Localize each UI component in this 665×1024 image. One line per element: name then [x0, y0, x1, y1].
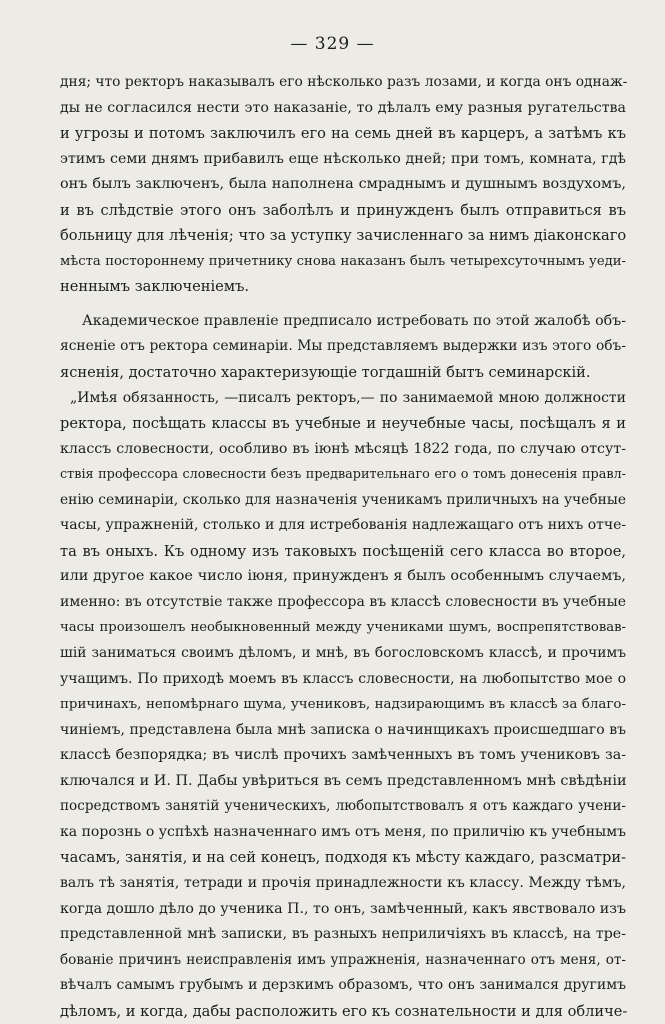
- text-line: представленной мнѣ записки, въ разныхъ неприличіяхъ въ классѣ, на тре-: [60, 926, 626, 943]
- text-line: ка порознь о успѣхѣ назначеннаго имъ отъ меня, по приличію къ учебнымъ: [60, 823, 626, 840]
- text-line: енію семинаріи, сколько для назначенія ученикамъ приличныхъ на учебные: [60, 491, 626, 508]
- text-line: часы произошелъ необыкновенный между учениками шумъ, воспрепятствовав-: [60, 620, 626, 636]
- text-line: та въ оныхъ. Къ одному изъ таковыхъ посѣщеній сего класса во второе,: [60, 542, 626, 560]
- text-line: классѣ безпорядка; въ числѣ прочихъ замѣченныхъ въ томъ учениковъ за-: [60, 747, 626, 764]
- text-line: ствія профессора словесности безъ предварительнаго его о томъ донесенія правл-: [60, 467, 626, 483]
- text-line: и угрозы и потомъ заключилъ его на семь дней въ карцеръ, а затѣмъ къ: [60, 125, 626, 143]
- text-line: мѣста постороннему причетнику снова наказанъ былъ четырехсуточнымъ уеди-: [60, 253, 626, 269]
- text-line: шій заниматься своимъ дѣломъ, и мнѣ, въ богословскомъ классѣ, и прочимъ: [60, 645, 626, 662]
- body-text: [60, 70, 626, 1024]
- text-line: дѣломъ, и когда, дабы расположить его къ сознательности и для обличе-: [60, 1002, 628, 1020]
- text-line: ды не согласился нести это наказаніе, то дѣлалъ ему разныя ругательства: [60, 99, 626, 116]
- text-line: ясненія, достаточно характеризующіе тогдашній бытъ семинарскій.: [60, 364, 591, 382]
- text-line: Академическое правленіе предписало истребовать по этой жалобѣ объ-: [82, 312, 626, 329]
- text-line: часы, упражненій, столько и для истребованія надлежащаго отъ нихъ отче-: [60, 517, 627, 534]
- page-number: — 329 —: [290, 34, 375, 54]
- paragraph-rector-quote: [60, 386, 626, 1024]
- text-line: больницу для лѣченія; что за уступку зачисленнаго за нимъ діаконскаго: [60, 227, 627, 245]
- text-line: неннымъ заключеніемъ.: [60, 278, 250, 296]
- text-line: бованіе причинъ неисправленія имъ упражненія, назначеннаго отъ меня, от-: [60, 951, 626, 968]
- text-line: чиніемъ, представлена была мнѣ записка о начинщикахъ происшедшаго въ: [60, 721, 626, 738]
- text-line: классъ словесности, особливо въ іюнѣ мѣсяцѣ 1822 года, по случаю отсут-: [60, 440, 626, 457]
- text-line: ключался и И. П. Дабы увѣриться въ семъ представленномъ мнѣ свѣдѣніи: [60, 772, 627, 789]
- text-line: онъ былъ заключенъ, была наполнена смраднымъ и душнымъ воздухомъ,: [60, 176, 626, 193]
- text-line: или другое какое число іюня, принужденъ я былъ особеннымъ случаемъ,: [60, 568, 626, 585]
- text-line: и въ слѣдствіе этого онъ заболѣлъ и принужденъ былъ отправиться въ: [60, 201, 626, 219]
- text-line: причинахъ, непомѣрнаго шума, учениковъ, надзирающимъ въ классѣ за благо-: [60, 697, 626, 713]
- text-line: дня; что ректоръ наказывалъ его нѣсколько разъ лозами, и когда онъ однаж-: [60, 74, 628, 90]
- text-line: часамъ, занятія, и на сей конецъ, подходя къ мѣсту каждаго, разсматри-: [60, 849, 626, 867]
- text-line: валъ тѣ занятія, тетради и прочія принадлежности къ классу. Между тѣмъ,: [60, 874, 626, 891]
- text-line: именно: въ отсутствіе также профессора въ классѣ словесности въ учебные: [60, 593, 626, 610]
- paragraph-complaint-end: [60, 70, 626, 300]
- text-line: ректора, посѣщать классы въ учебные и неучебные часы, посѣщалъ я и: [60, 415, 626, 433]
- text-line: вѣчалъ самымъ грубымъ и дерзкимъ образомъ, что онъ занимался другимъ: [60, 977, 626, 994]
- text-line: когда дошло дѣло до ученика П., то онъ, замѣченный, какъ явствовало изъ: [60, 900, 626, 917]
- text-line: посредствомъ занятій ученическихъ, любопытствовалъ я отъ каждаго учени-: [60, 798, 626, 815]
- text-line: ясненіе отъ ректора семинаріи. Мы представляемъ выдержки изъ этого объ-: [60, 338, 626, 355]
- text-line: учащимъ. По приходѣ моемъ въ классъ словесности, на любопытство мое о: [60, 670, 626, 687]
- text-line: этимъ семи днямъ прибавилъ еще нѣсколько дней; при томъ, комната, гдѣ: [60, 150, 626, 167]
- text-line: „Имѣя обязанность, —писалъ ректоръ,— по занимаемой мною должности: [70, 389, 626, 406]
- paragraph-academic-board: [60, 309, 626, 386]
